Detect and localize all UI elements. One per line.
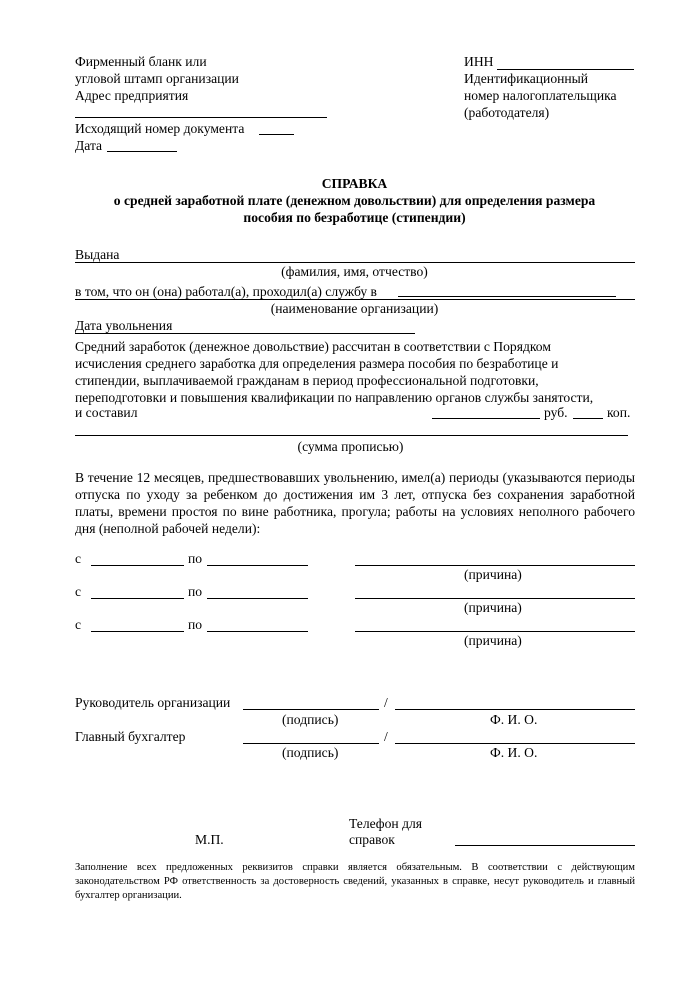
earnings-text-2: исчисления среднего заработка для определения размера пособия по безработице и <box>75 356 559 371</box>
fio-caption: Ф. И. О. <box>490 712 538 727</box>
organization-caption: (наименование организации) <box>270 301 439 316</box>
sum-in-words-field[interactable] <box>75 435 628 436</box>
worked-label: в том, что он (она) работал(а), проходил(а) службу в <box>75 284 377 299</box>
slash-separator: / <box>384 729 388 744</box>
head-fio-field[interactable] <box>395 709 635 710</box>
period-1-reason-field[interactable] <box>355 565 635 566</box>
address-label: Адрес предприятия <box>75 88 189 103</box>
period-to-label: по <box>188 617 203 632</box>
rub-label: руб. <box>544 405 568 420</box>
letterhead-label: Фирменный бланк или <box>75 54 207 69</box>
phone-label-2: справок <box>349 832 395 847</box>
taxpayer-id-label-2: номер налогоплательщика <box>464 88 617 103</box>
period-3-reason-field[interactable] <box>355 631 635 632</box>
period-to-label: по <box>188 584 203 599</box>
signature-caption: (подпись) <box>282 745 339 760</box>
document-title: СПРАВКА <box>321 176 388 191</box>
sum-in-words-caption: (сумма прописью) <box>297 439 404 454</box>
stamp-place-label: М.П. <box>195 832 224 847</box>
reason-caption: (причина) <box>464 633 522 648</box>
fio-caption: (фамилия, имя, отчество) <box>281 264 428 279</box>
slash-separator: / <box>384 695 388 710</box>
kop-amount-field[interactable] <box>573 418 603 419</box>
dismissal-date-label: Дата увольнения <box>75 318 173 333</box>
period-from-label: с <box>75 617 82 632</box>
date-field[interactable] <box>107 151 177 152</box>
accountant-fio-field[interactable] <box>395 743 635 744</box>
period-1-from-field[interactable] <box>91 565 184 566</box>
period-3-to-field[interactable] <box>207 631 308 632</box>
fio-caption: Ф. И. О. <box>490 745 538 760</box>
earnings-text-4: переподготовки и повышения квалификации по направлению органов службы занятости, <box>75 390 594 405</box>
period-2-to-field[interactable] <box>207 598 308 599</box>
document-subtitle-1: о средней заработной плате (денежном довольствии) для определения размера <box>113 193 596 208</box>
issued-label: Выдана <box>75 247 120 262</box>
taxpayer-id-label-3: (работодателя) <box>464 105 550 120</box>
period-to-label: по <box>188 551 203 566</box>
outgoing-number-field[interactable] <box>259 134 294 135</box>
head-signature-field[interactable] <box>243 709 379 710</box>
corner-stamp-label: угловой штамп организации <box>75 71 239 86</box>
period-1-to-field[interactable] <box>207 565 308 566</box>
organization-underline <box>75 299 635 300</box>
issued-fio-field[interactable] <box>75 262 635 263</box>
document-subtitle-2: пособия по безработице (стипендии) <box>243 210 466 225</box>
earnings-text-5: и составил <box>75 405 138 420</box>
head-of-organization-label: Руководитель организации <box>75 695 231 710</box>
chief-accountant-label: Главный бухгалтер <box>75 729 186 744</box>
date-label: Дата <box>75 138 103 153</box>
organization-field[interactable] <box>398 296 616 297</box>
period-from-label: с <box>75 584 82 599</box>
reason-caption: (причина) <box>464 567 522 582</box>
inn-label: ИНН <box>464 54 494 69</box>
earnings-text-1: Средний заработок (денежное довольствие) рассчитан в соответствии с Порядком <box>75 339 551 354</box>
periods-text: В течение 12 месяцев, предшествовавших увольнению, имел(а) периоды (указываются периоды отпуска по уходу за ребенком до достижения им 3 лет, отпуска без сохранения заработной платы, времени простоя по вине работника, прогула; работы на условиях неполного рабочего дня (неполной рабочей недели): <box>75 470 635 536</box>
outgoing-number-label: Исходящий номер документа <box>75 121 245 136</box>
mandatory-fields-note: Заполнение всех предложенных реквизитов справки является обязательным. В соответствии с действующим законодательством РФ ответственность за достоверность сведений, указанных в справке, несут руководитель и главный бухгалтер организации. <box>75 862 635 901</box>
inn-field[interactable] <box>497 69 634 70</box>
period-2-reason-field[interactable] <box>355 598 635 599</box>
address-field-line[interactable] <box>75 117 327 118</box>
taxpayer-id-label-1: Идентификационный <box>464 71 589 86</box>
phone-field[interactable] <box>455 845 635 846</box>
period-3-from-field[interactable] <box>91 631 184 632</box>
period-2-from-field[interactable] <box>91 598 184 599</box>
kop-label: коп. <box>607 405 631 420</box>
phone-label-1: Телефон для <box>349 816 423 831</box>
rub-amount-field[interactable] <box>432 418 540 419</box>
earnings-text-3: стипендии, выплачиваемой гражданам в период профессиональной подготовки, <box>75 373 539 388</box>
dismissal-date-field[interactable] <box>75 333 415 334</box>
signature-caption: (подпись) <box>282 712 339 727</box>
period-from-label: с <box>75 551 82 566</box>
reason-caption: (причина) <box>464 600 522 615</box>
accountant-signature-field[interactable] <box>243 743 379 744</box>
